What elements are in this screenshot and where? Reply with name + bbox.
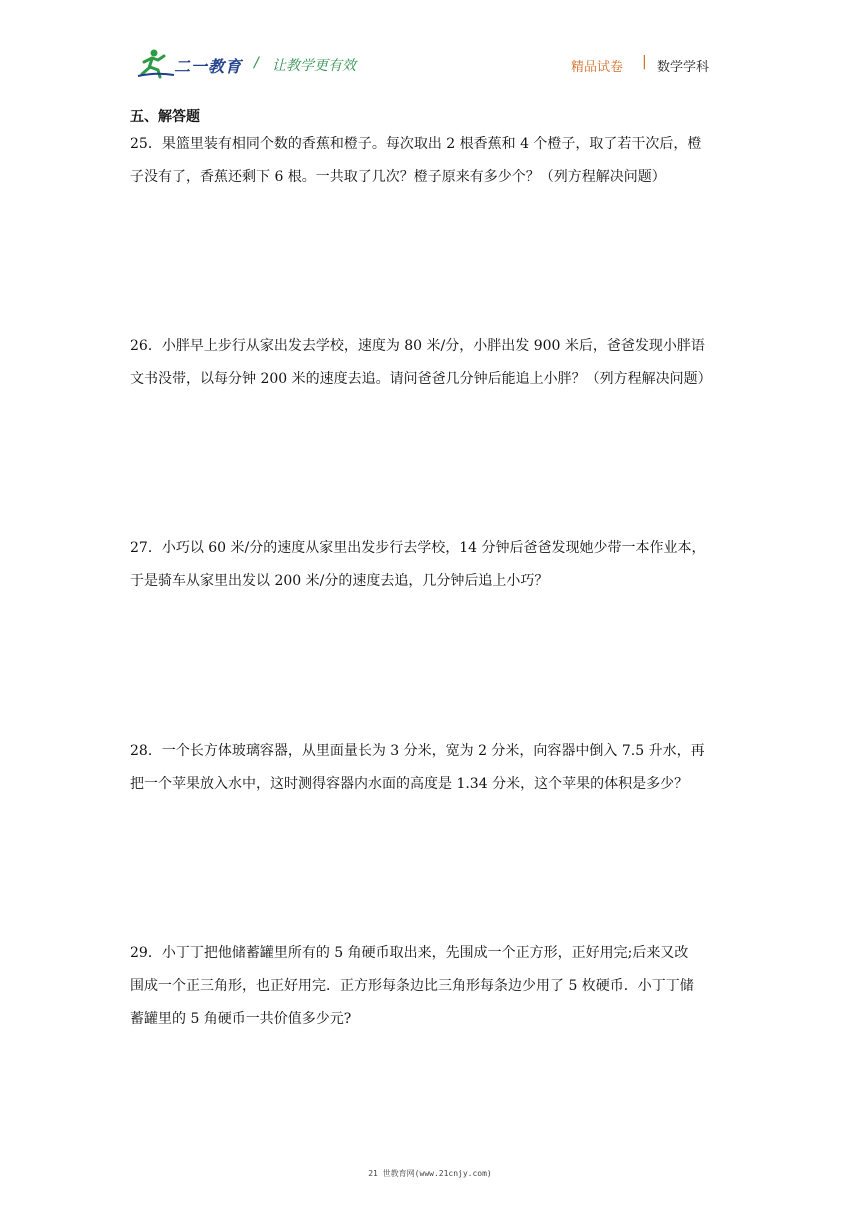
- question-line: 子没有了，香蕉还剩下 6 根。一共取了几次？橙子原来有多少个？（列方程解决问题）: [130, 169, 666, 185]
- logo-text: 二一教育: [174, 57, 243, 76]
- page-header: [0, 0, 860, 100]
- question-line: 26．小胖早上步行从家出发去学校，速度为 80 米/分，小胖出发 900 米后，爸爸发现小胖语: [130, 338, 705, 354]
- question-line: 围成一个正三角形，也正好用完．正方形每条边比三角形每条边少用了 5 枚硬币．小丁丁储: [130, 978, 694, 994]
- header-slogan: 让教学更有效: [272, 58, 356, 74]
- question-line: 28．一个长方体玻璃容器，从里面量长为 3 分米，宽为 2 分米，向容器中倒入 7.5 升水，再: [130, 743, 705, 759]
- logo: [136, 48, 246, 80]
- question-line: 27．小巧以 60 米/分的速度从家里出发步行去学校，14 分钟后爸爸发现她少带一本作业本，: [130, 540, 706, 556]
- question-26: [130, 330, 732, 396]
- question-29: [130, 937, 732, 1036]
- question-line: 文书没带，以每分钟 200 米的速度去追。请问爸爸几分钟后能追上小胖？（列方程解决问题）: [130, 371, 712, 387]
- question-line: 25．果篮里装有相同个数的香蕉和橙子。每次取出 2 根香蕉和 4 个橙子，取了若干次后，橙: [130, 136, 702, 152]
- question-line: 于是骑车从家里出发以 200 米/分的速度去追，几分钟后追上小巧？: [130, 573, 549, 589]
- section-title: 五、解答题: [130, 109, 200, 125]
- question-line: 把一个苹果放入水中，这时测得容器内水面的高度是 1.34 分米，这个苹果的体积是多少？: [130, 776, 689, 792]
- question-line: 29．小丁丁把他储蓄罐里所有的 5 角硬币取出来，先围成一个正方形，正好用完;后来又改: [130, 945, 689, 961]
- header-slash: /: [254, 55, 259, 71]
- header-tag-premium: 精品试卷: [571, 60, 624, 75]
- page-footer: 21 世教育网(www.21cnjy.com): [368, 1169, 492, 1178]
- runner-logo-icon: [136, 48, 176, 80]
- header-separator: |: [642, 54, 647, 70]
- question-27: [130, 532, 732, 598]
- question-25: [130, 128, 732, 194]
- question-line: 蓄罐里的 5 角硬币一共价值多少元?: [130, 1011, 352, 1027]
- question-28: [130, 735, 732, 801]
- header-tag-subject: 数学学科: [657, 60, 710, 75]
